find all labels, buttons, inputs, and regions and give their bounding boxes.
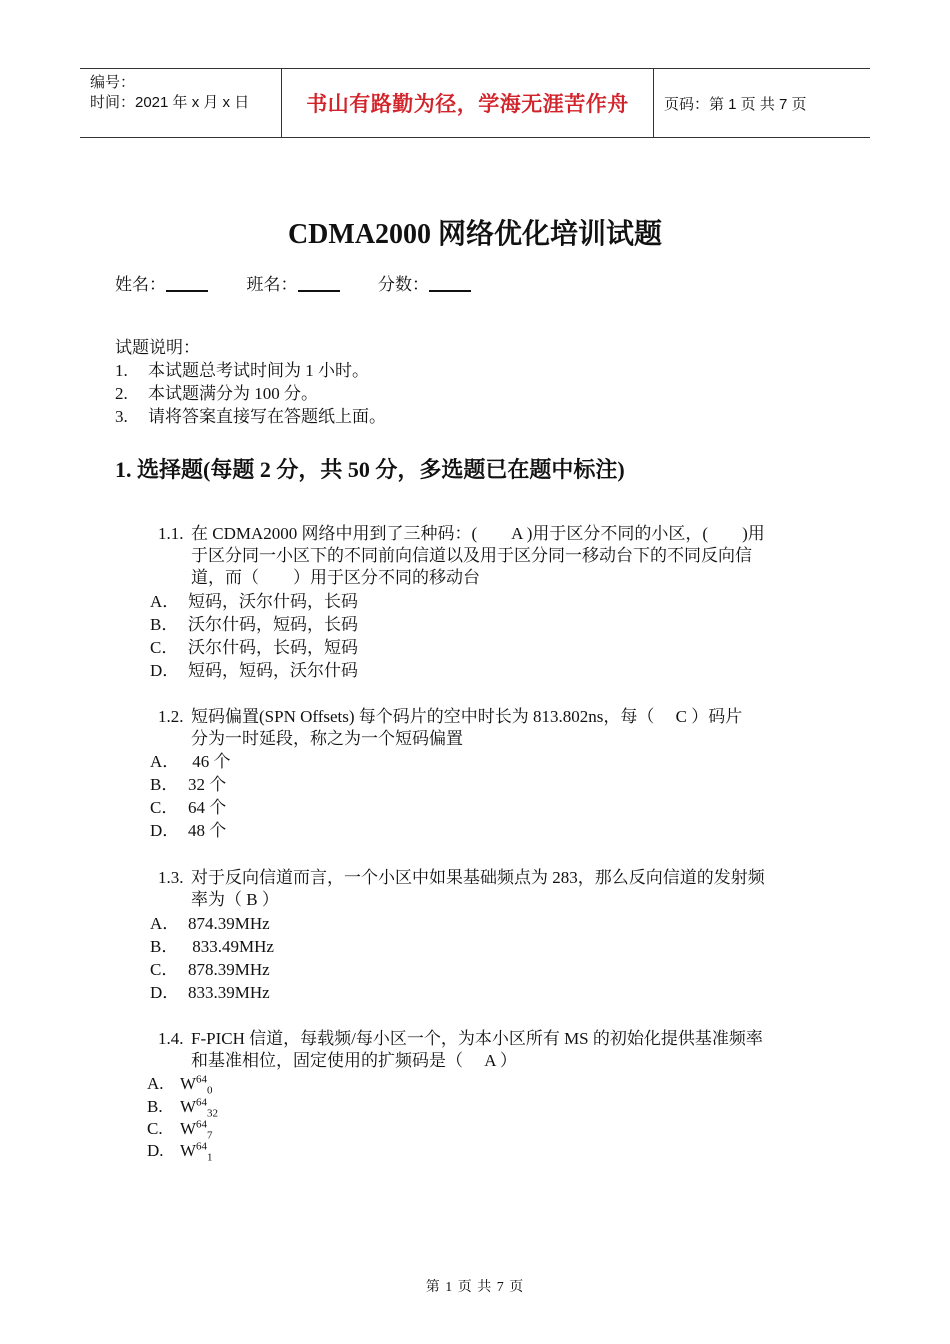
question [158,1028,838,1072]
section-heading: 1. 选择题(每题 2 分，共 50 分，多选题已在题中标注) [115,457,625,482]
question-stem: 短码偏置(SPN Offsets) 每个码片的空中时长为 813.802ns，每（ C ）码片 分为一时延段，称之为一个短码偏置 [191,707,743,748]
question [158,706,838,750]
option: C. $W^{64}_7$ [147,1118,213,1142]
header-meta-cell [80,69,282,137]
instruction-item: 3. 请将答案直接写在答题纸上面。 [115,407,386,426]
question [158,523,838,589]
score-blank [429,274,471,292]
question-stem: 对于反向信道而言，一个小区中如果基础频点为 283，那么反向信道的发射频 率为（ B ） [191,868,765,909]
document-header [80,68,870,138]
question-number: 1.3. [158,868,184,887]
instruction-item: 2. 本试题满分为 100 分。 [115,384,318,403]
question-number: 1.4. [158,1029,184,1048]
question [158,867,838,911]
instructions-heading: 试题说明： [115,338,200,357]
option: B． 833.49MHz [150,937,274,956]
time-label: 时间：2021 年 x 月 x 日 [90,94,250,111]
option: C． 878.39MHz [150,960,270,979]
option: B. $W^{64}_{32}$ [147,1096,219,1120]
score-label: 分数： [378,275,429,294]
option: A． 46 个 [150,752,231,771]
option: D. $W^{64}_1$ [147,1140,213,1164]
header-page-cell [654,69,870,137]
serial-label: 编号： [90,74,136,91]
option: D． 48 个 [150,821,227,840]
option: C． 64 个 [150,798,227,817]
header-motto-cell [282,69,654,137]
option: D． 短码，短码，沃尔什码 [150,661,358,680]
question-stem: 在 CDMA2000 网络中用到了三种码：( A )用于区分不同的小区，( )用 于区分同一小区下的不同前向信道以及用于区分同一移动台下的不同反向信 道，而（ ）用于区分不同的移动台 [191,524,765,587]
exam-title: CDMA2000 网络优化培训试题 [287,219,663,250]
option: B． 32 个 [150,775,227,794]
class-blank [298,274,340,292]
question-number: 1.2. [158,707,184,726]
option: A. $W^{64}_0$ [147,1073,213,1097]
option: A． 短码，沃尔什码，长码 [150,592,358,611]
question-stem: F-PICH 信道，每载频/每小区一个，为本小区所有 MS 的初始化提供基准频率 和基准相位，固定使用的扩频码是（ A ） [191,1029,763,1070]
name-label: 姓名： [115,275,166,294]
option: D． 833.39MHz [150,983,270,1002]
option: C． 沃尔什码，长码，短码 [150,638,358,657]
page-label: 页码：第 1 页 共 7 页 [664,95,807,113]
page-footer: 第 1 页 共 7 页 [425,1280,525,1295]
motto: 书山有路勤为径，学海无涯苦作舟 [306,92,629,116]
option: A． 874.39MHz [150,914,270,933]
class-label: 班名： [246,275,298,294]
option: B． 沃尔什码，短码，长码 [150,615,358,634]
instruction-item: 1. 本试题总考试时间为 1 小时。 [115,361,369,380]
name-blank [166,274,208,292]
question-number: 1.1. [158,524,184,543]
student-info [115,270,471,295]
